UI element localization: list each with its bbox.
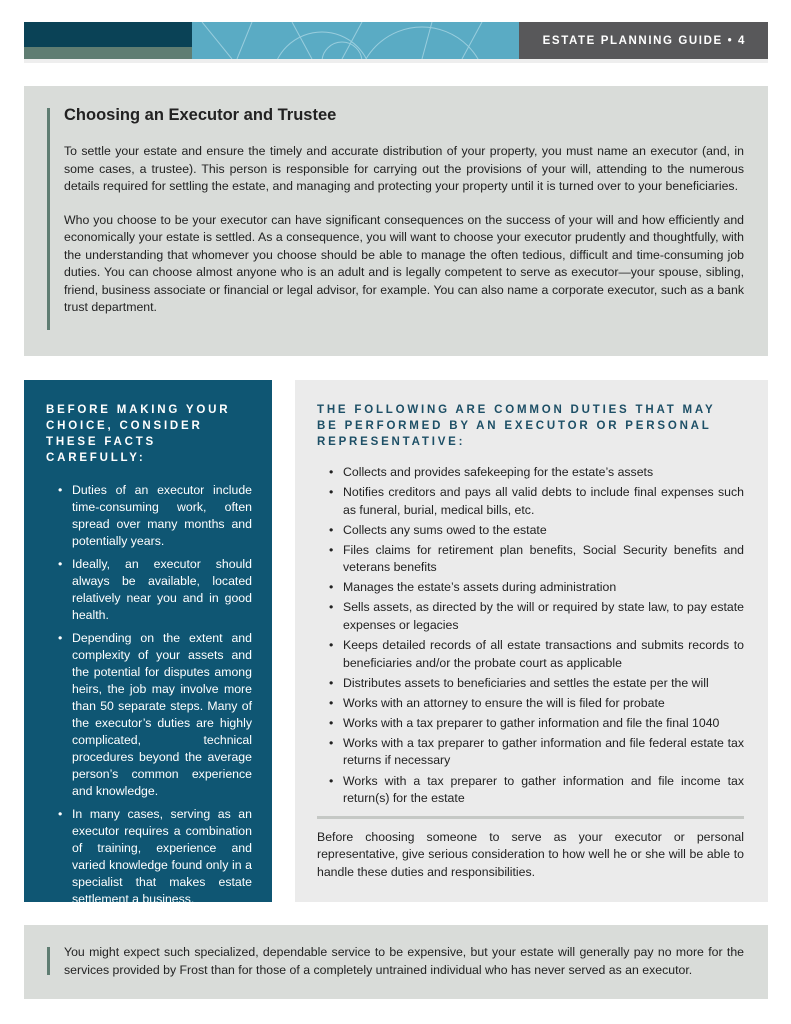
list-item: • Files claims for retirement plan benefits, Social Security benefits and veterans benefits: [317, 542, 744, 577]
list-item: • Keeps detailed records of all estate transactions and submits records to beneficiaries and/or the probate court as applicable: [317, 637, 744, 672]
intro-section: [24, 86, 768, 356]
accent-bar: [47, 108, 50, 330]
header-banner: [24, 22, 768, 59]
closing-paragraph: You might expect such specialized, dependable service to be expensive, but your estate will generally pay no more for the services provided by Frost than for those of a completely untrained individual who has never served as an executor.: [64, 945, 744, 977]
list-item: • Works with a tax preparer to gather information and file federal estate tax returns if necessary: [317, 735, 744, 770]
duties-panel: [295, 380, 768, 902]
list-item: • Sells assets, as directed by the will or required by state law, to pay estate expenses or legacies: [317, 599, 744, 634]
list-item: • Works with a tax preparer to gather information and file income tax return(s) for the estate: [317, 773, 744, 808]
list-item: • Duties of an executor include time-consuming work, often spread over many months and potentially years.: [46, 482, 252, 550]
list-item: • Collects and provides safekeeping for the estate’s assets: [317, 464, 744, 482]
list-item: • Ideally, an executor should always be available, located relatively near you and in good health.: [46, 556, 252, 624]
facts-panel: [24, 380, 272, 906]
intro-paragraph: To settle your estate and ensure the timely and accurate distribution of your property, you must name an executor (and, in some cases, a trustee). This person is responsible for carrying out the provisions of your will, attending to the numerous details required for settling the estate, and managing and protecting your property until it is turned over to your beneficiaries.: [64, 144, 744, 193]
list-item: • Manages the estate’s assets during administration: [317, 579, 744, 597]
accent-bar: [47, 947, 50, 975]
divider: [317, 816, 744, 819]
banner-color-block: [24, 22, 192, 59]
section-title: Choosing an Executor and Trustee: [64, 106, 337, 124]
duties-heading: THE FOLLOWING ARE COMMON DUTIES THAT MAY BE PERFORMED BY AN EXECUTOR OR PERSONAL REPRESENTATIVE:: [317, 404, 716, 448]
list-item: • Depending on the extent and complexity of your assets and the potential for disputes among heirs, the job may involve more than 50 separate steps. Many of the executor’s duties are highly complicated, technical procedures beyond the average person’s common experience and knowledge.: [46, 630, 252, 800]
list-item: • Works with an attorney to ensure the will is filed for probate: [317, 695, 744, 713]
list-item: • Notifies creditors and pays all valid debts to include final expenses such as funeral, burial, medical bills, etc.: [317, 484, 744, 519]
guide-page-label: ESTATE PLANNING GUIDE • 4: [519, 22, 768, 59]
facts-heading: BEFORE MAKING YOUR CHOICE, CONSIDER THESE FACTS CAREFULLY:: [46, 404, 231, 464]
banner-pattern: [192, 22, 519, 59]
intro-paragraph: Who you choose to be your executor can have significant consequences on the success of your will and how efficiently and economically your estate is settled. As a consequence, you will want to choose your executor prudently and thoughtfully, with the understanding that whomever you choose should be able to manage the often tedious, difficult and time-consuming job duties. You can choose almost anyone who is an adult and is legally competent to serve as executor—your spouse, sibling, friend, business associate or financial or legal advisor, for example. You can also name a corporate executor, such as a bank trust department.: [64, 212, 744, 314]
list-item: • Works with a tax preparer to gather information and file the final 1040: [317, 715, 744, 733]
list-item: • In many cases, serving as an executor requires a combination of training, experience and varied knowledge found only in a specialist that makes estate settlement a business.: [46, 806, 252, 908]
duties-note: Before choosing someone to serve as your executor or personal representative, give serious consideration to how well he or she will be able to handle these duties and responsibilities.: [317, 829, 744, 879]
closing-section: [24, 925, 768, 999]
list-item: • Collects any sums owed to the estate: [317, 522, 744, 540]
list-item: • Distributes assets to beneficiaries and settles the estate per the will: [317, 675, 744, 693]
